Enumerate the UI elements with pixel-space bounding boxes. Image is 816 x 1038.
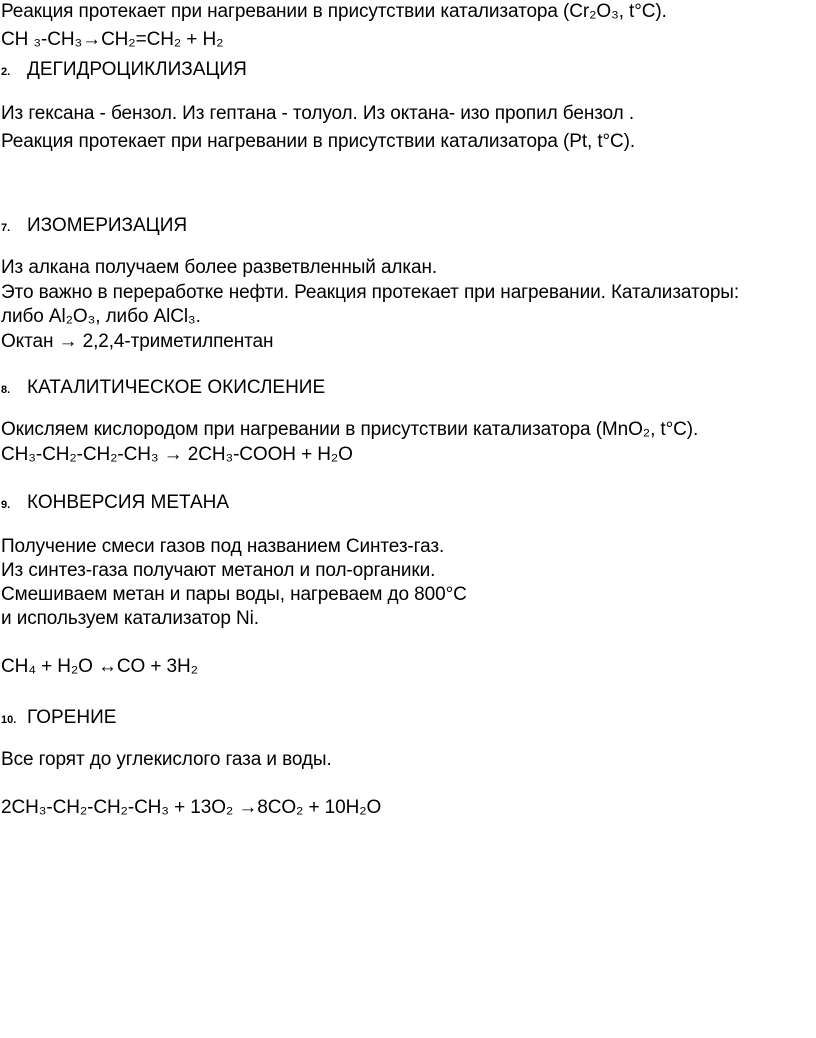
section-9-line-2: Из синтез-газа получают метанол и пол-органики. — [1, 560, 436, 581]
section-2-title: ДЕГИДРОЦИКЛИЗАЦИЯ — [27, 59, 247, 80]
section-9-title: КОНВЕРСИЯ МЕТАНА — [27, 492, 230, 513]
section-2-heading — [1, 58, 247, 84]
section-7-line-3: либо Al₂O₃, либо AlCl₃. — [1, 306, 201, 327]
section-10-equation: 2CH₃-CH₂-CH₂-CH₃ + 13O₂ →8CO₂ + 10H₂O — [1, 797, 382, 818]
section-7-heading — [1, 214, 187, 240]
section-8-heading — [1, 376, 325, 402]
intro-equation: CH ₃-CH₃→CH₂=CH₂ + H₂ — [1, 29, 224, 50]
section-2-line-2: Реакция протекает при нагревании в присутствии катализатора (Pt, t°C). — [1, 131, 636, 152]
section-8-line-1: Окисляем кислородом при нагревании в присутствии катализатора (MnO₂, t°C). — [1, 419, 699, 440]
section-2-line-1: Из гексана - бензол. Из гептана - толуол. Из октана- изо пропил бензол . — [1, 103, 635, 124]
section-8-number: 8. — [1, 384, 11, 396]
section-9-equation: CH₄ + H₂O ↔CO + 3H₂ — [1, 656, 198, 677]
section-2-number: 2. — [1, 66, 11, 78]
section-10-line-1: Все горят до углекислого газа и воды. — [1, 749, 332, 770]
section-9-heading — [1, 491, 229, 517]
section-7-line-1: Из алкана получаем более разветвленный алкан. — [1, 257, 438, 278]
section-10-number: 10. — [1, 714, 17, 726]
section-8-title: КАТАЛИТИЧЕСКОЕ ОКИСЛЕНИЕ — [27, 377, 326, 398]
section-9-line-3: Смешиваем метан и пары воды, нагреваем до 800°C — [1, 584, 467, 605]
section-9-line-4: и используем катализатор Ni. — [1, 608, 259, 629]
intro-reaction-note: Реакция протекает при нагревании в присутствии катализатора (Cr₂O₃, t°C). — [1, 1, 667, 22]
section-7-line-4: Октан → 2,2,4-триметилпентан — [1, 331, 274, 352]
section-10-heading — [1, 706, 116, 732]
section-7-title: ИЗОМЕРИЗАЦИЯ — [27, 215, 188, 236]
section-10-title: ГОРЕНИЕ — [27, 707, 117, 728]
section-7-number: 7. — [1, 222, 11, 234]
section-9-line-1: Получение смеси газов под названием Синтез-газ. — [1, 536, 445, 557]
section-8-equation: CH₃-CH₂-CH₂-CH₃ → 2CH₃-COOH + H₂O — [1, 444, 353, 465]
section-7-line-2: Это важно в переработке нефти. Реакция протекает при нагревании. Катализаторы: — [1, 282, 740, 303]
section-9-number: 9. — [1, 499, 11, 511]
